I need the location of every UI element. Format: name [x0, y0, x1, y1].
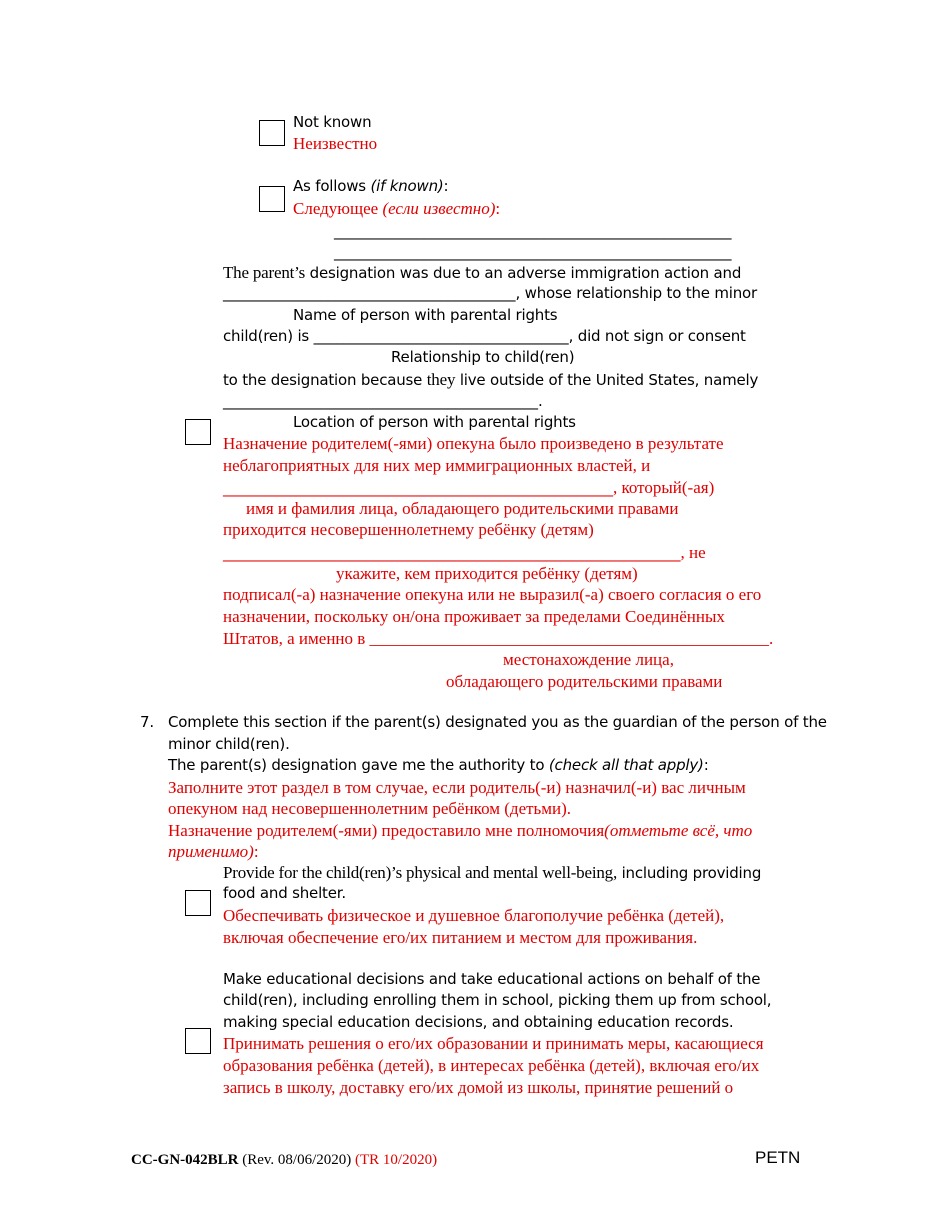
relationship-blank-ru[interactable]: _____________________________________________________________ — [223, 544, 681, 562]
as-follows-label: As follows (if known): — [293, 177, 449, 195]
wellbeing-en-line-1: Provide for the child(ren)’s physical and mental well-being, including providing — [223, 863, 762, 882]
caption-name-of-person: Name of person with parental rights — [293, 306, 558, 324]
adverse-immigration-text-line-3: child(ren) is __________________________________, did not sign or consent — [223, 327, 746, 345]
as-follows-line-1[interactable]: _____________________________________________________ — [334, 222, 732, 240]
education-en-line-1: Make educational decisions and take educational actions on behalf of the — [223, 970, 761, 988]
not-known-checkbox[interactable] — [259, 120, 285, 146]
not-known-label: Not known — [293, 113, 372, 131]
adverse-immigration-ru-line-1: Назначение родителем(-ями) опекуна было произведено в результате — [223, 434, 724, 453]
parent-name-blank[interactable]: _______________________________________ — [223, 284, 516, 302]
education-ru-line-3: запись в школу, доставку его/их домой из школы, принятие решений о — [223, 1078, 734, 1097]
relationship-blank[interactable]: __________________________________ — [313, 327, 569, 345]
section-7-en-line-3: The parent(s) designation gave me the authority to (check all that apply): — [168, 756, 709, 774]
adverse-immigration-ru-line-2: неблагоприятных для них мер иммиграционных властей, и — [223, 456, 651, 475]
caption-relationship: Relationship to child(ren) — [391, 348, 575, 366]
ru-caption-location-1: местонахождение лица, — [503, 650, 674, 669]
section-7-ru-line-2: опекуном над несовершеннолетним ребёнком (детьми). — [168, 799, 572, 818]
as-follows-checkbox[interactable] — [259, 186, 285, 212]
ru-caption-name: имя и фамилия лица, обладающего родительскими правами — [246, 499, 679, 518]
section-7-en-line-2: minor child(ren). — [168, 735, 290, 753]
adverse-immigration-ru-line-8: Штатов, а именно в _______________________________________________. — [223, 629, 774, 648]
adverse-immigration-ru-line-7: назначении, поскольку он/она проживает за пределами Соединённых — [223, 607, 725, 626]
adverse-immigration-ru-line-6: подписал(-а) назначение опекуна или не выразил(-а) своего согласия о его — [223, 585, 762, 604]
location-blank-ru[interactable]: _______________________________________________ — [369, 629, 770, 648]
as-follows-label-ru: Следующее (если известно): — [293, 199, 501, 218]
footer-form-id: CC-GN-042BLR (Rev. 08/06/2020) (TR 10/2020) — [131, 1152, 438, 1168]
adverse-immigration-text-line-1: The parent’s designation was due to an adverse immigration action and — [223, 263, 742, 282]
ru-caption-location-2: обладающего родительскими правами — [446, 672, 723, 691]
adverse-immigration-text-line-5: __________________________________________. — [223, 392, 543, 410]
wellbeing-en-line-2: food and shelter. — [223, 884, 346, 902]
section-7-en-line-1: Complete this section if the parent(s) designated you as the guardian of the person of the — [168, 713, 827, 731]
education-en-line-3: making special education decisions, and obtaining education records. — [223, 1013, 734, 1031]
section-7-ru-line-1: Заполните этот раздел в том случае, если родитель(-и) назначил(-и) вас личным — [168, 778, 746, 797]
education-en-line-2: child(ren), including enrolling them in school, picking them up from school, — [223, 991, 772, 1009]
not-known-label-ru: Неизвестно — [293, 134, 378, 153]
parent-name-blank-ru[interactable]: ____________________________________________________ — [223, 479, 613, 497]
wellbeing-authority-checkbox[interactable] — [185, 890, 211, 916]
wellbeing-ru-line-1: Обеспечивать физическое и душевное благополучие ребёнка (детей), — [223, 906, 725, 925]
adverse-immigration-ru-line-3: ____________________________________________________, который(-ая) — [223, 478, 715, 497]
education-ru-line-2: образования ребёнка (детей), в интересах ребёнка (детей), включая его/их — [223, 1056, 760, 1075]
adverse-immigration-checkbox[interactable] — [185, 419, 211, 445]
adverse-immigration-text-line-2: _______________________________________, whose relationship to the minor — [223, 284, 757, 302]
section-7-number: 7. — [140, 713, 154, 731]
caption-location: Location of person with parental rights — [293, 413, 576, 431]
as-follows-line-2[interactable]: _____________________________________________________ — [334, 243, 732, 261]
location-blank[interactable]: __________________________________________ — [223, 392, 538, 410]
education-ru-line-1: Принимать решения о его/их образовании и принимать меры, касающиеся — [223, 1034, 764, 1053]
ru-caption-relationship: укажите, кем приходится ребёнку (детям) — [336, 564, 638, 583]
wellbeing-ru-line-2: включая обеспечение его/их питанием и местом для проживания. — [223, 928, 698, 947]
education-authority-checkbox[interactable] — [185, 1028, 211, 1054]
adverse-immigration-text-line-4: to the designation because they live outside of the United States, namely — [223, 370, 759, 389]
adverse-immigration-ru-line-5: _____________________________________________________________, не — [223, 543, 706, 562]
adverse-immigration-ru-line-4: приходится несовершеннолетнему ребёнку (детям) — [223, 520, 594, 539]
footer-code: PETN — [755, 1148, 801, 1167]
section-7-ru-line-3: Назначение родителем(-ями) предоставило мне полномочия(отметьте всё, что — [168, 821, 753, 840]
section-7-ru-line-4: применимо): — [168, 842, 259, 861]
